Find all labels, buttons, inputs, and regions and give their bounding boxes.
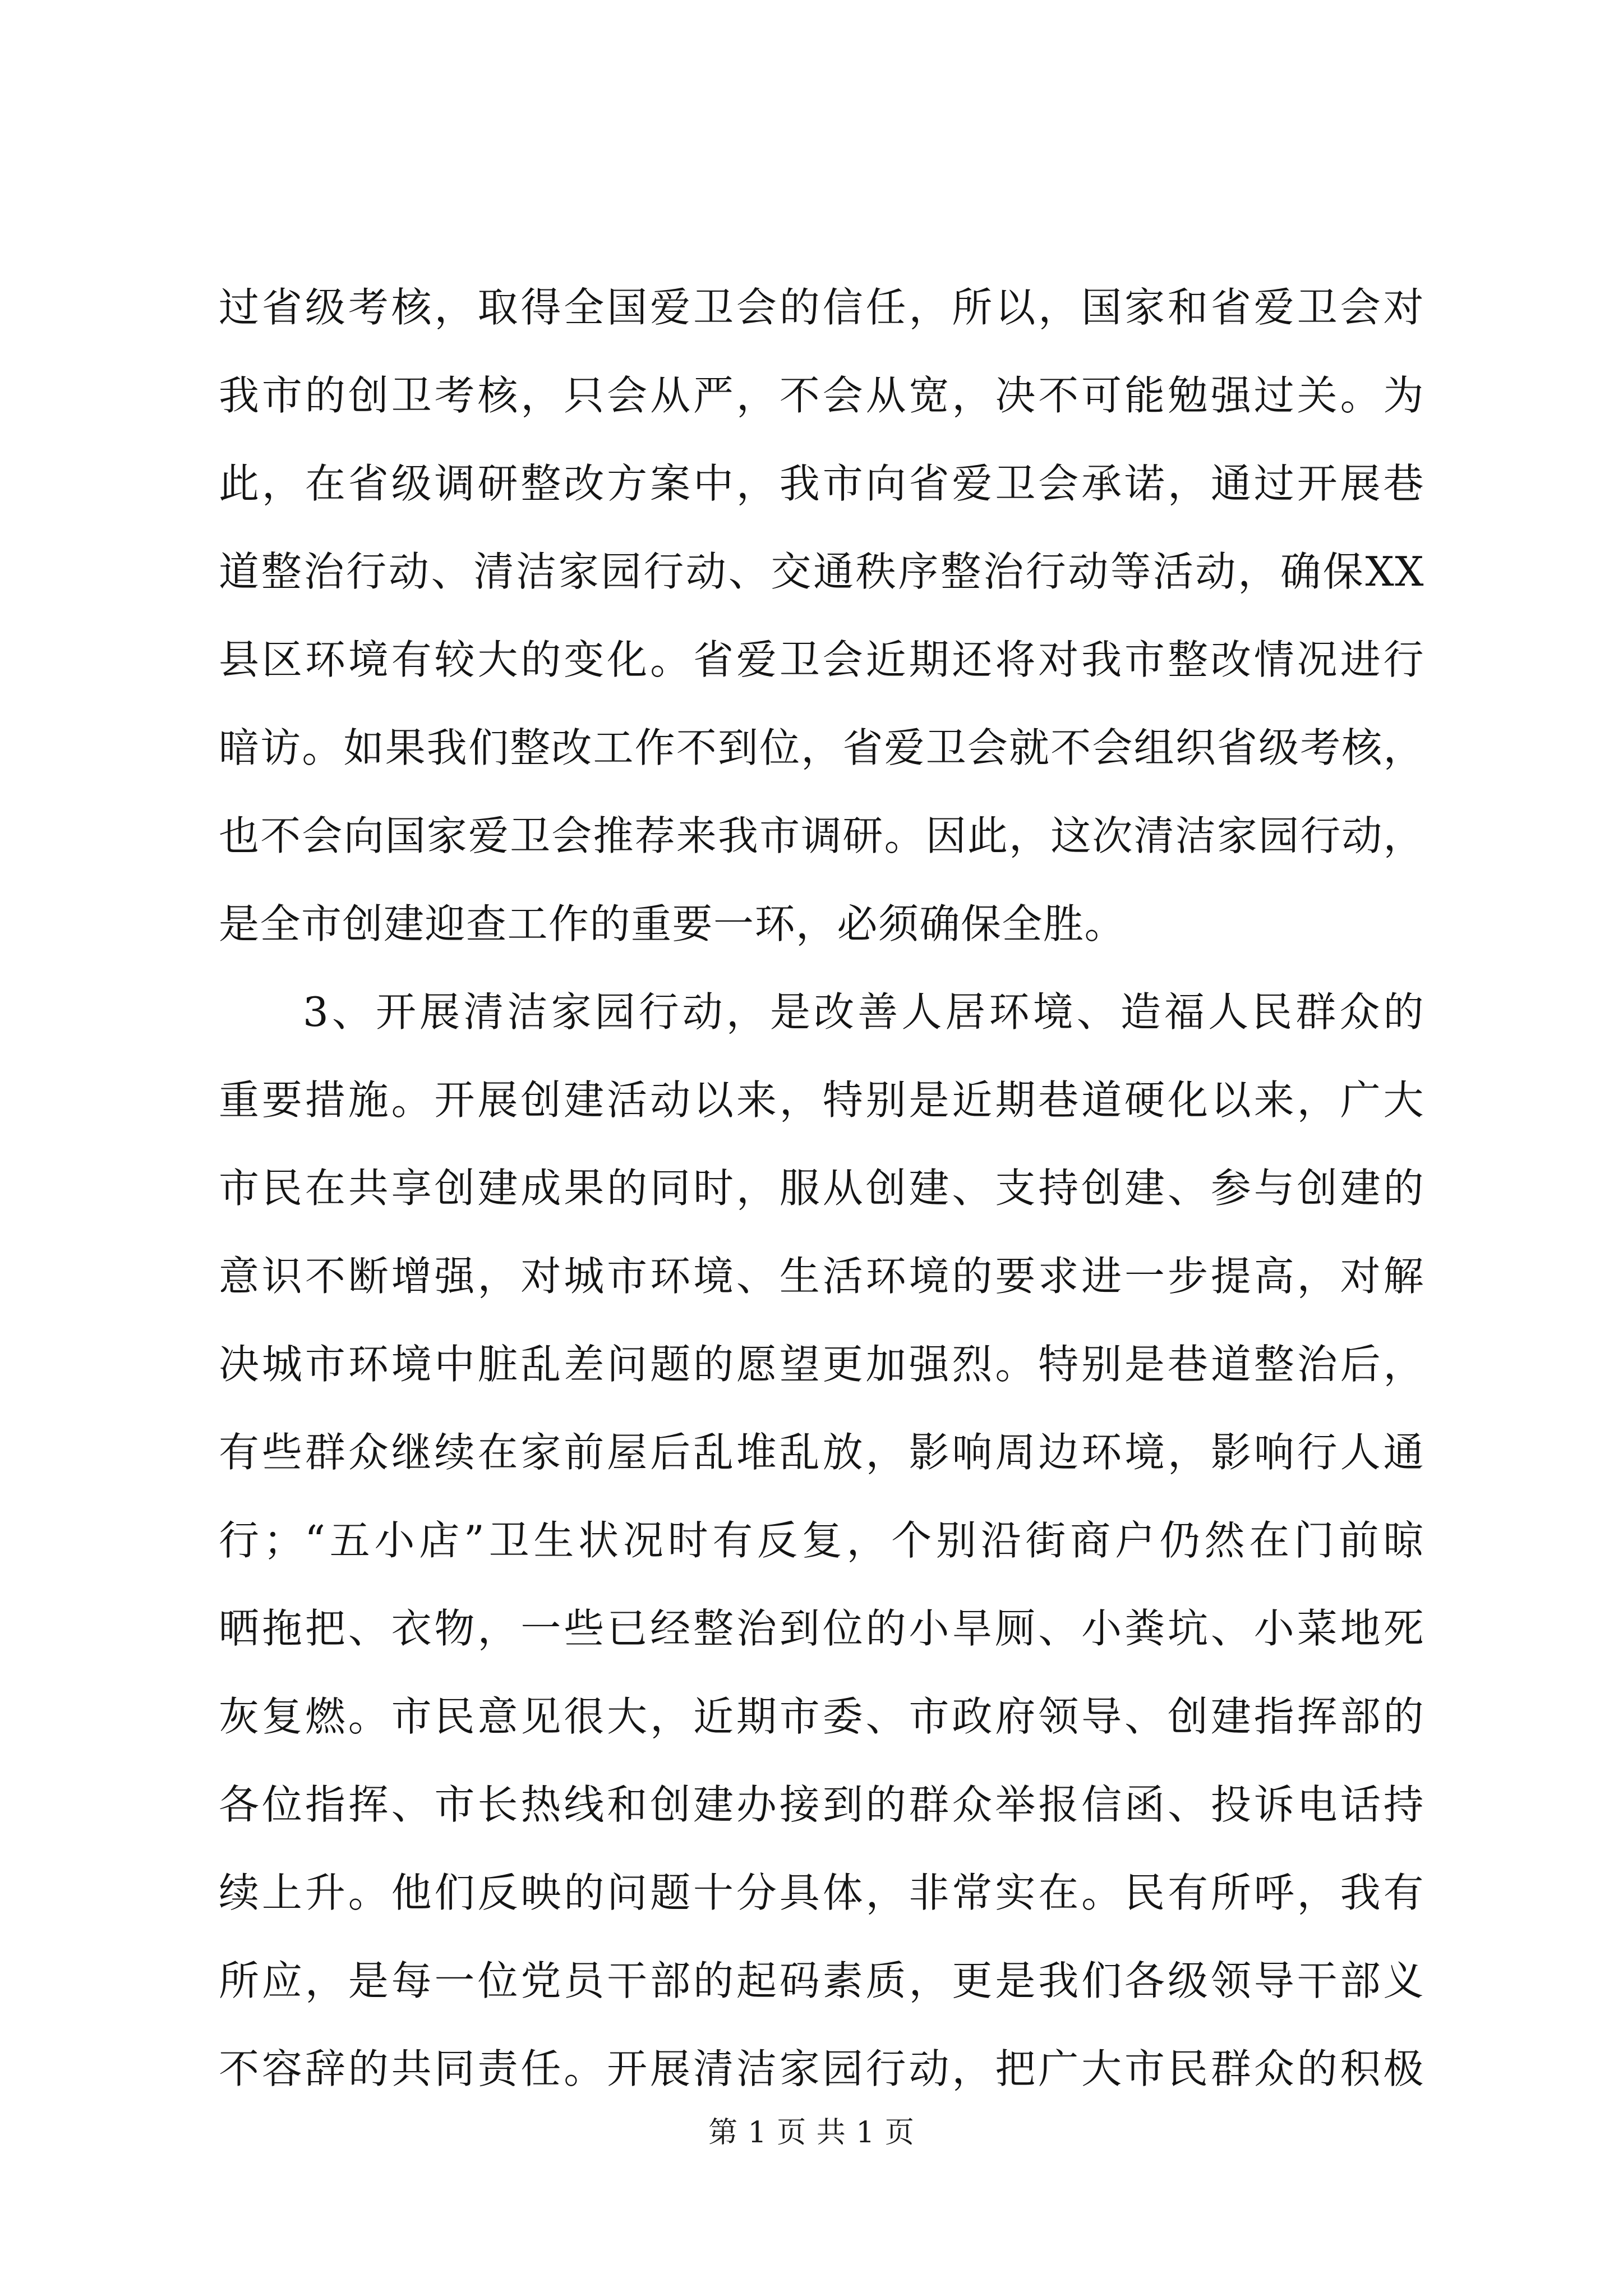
text-line: 重要措施。开展创建活动以来，特别是近期巷道硬化以来，广大 xyxy=(219,1076,1424,1124)
text-line: 是全市创建迎查工作的重要一环，必须确保全胜。 xyxy=(219,900,1126,947)
text-line: 市民在共享创建成果的同时，服从创建、支持创建、参与创建的 xyxy=(219,1165,1424,1212)
text-line: 有些群众继续在家前屋后乱堆乱放，影响周边环境，影响行人通 xyxy=(219,1429,1424,1476)
text-line: 各位指挥、市长热线和创建办接到的群众举报信函、投诉电话持 xyxy=(219,1781,1424,1828)
text-line: 此，在省级调研整改方案中，我市向省爱卫会承诺，通过开展巷 xyxy=(219,460,1424,507)
text-line: 3、开展清洁家园行动，是改善人居环境、造福人民群众的 xyxy=(303,988,1424,1036)
paragraph-1 xyxy=(219,264,1424,968)
page-footer xyxy=(0,2110,1623,2155)
text-line: 过省级考核，取得全国爱卫会的信任，所以，国家和省爱卫会对 xyxy=(219,284,1424,331)
text-line: 决城市环境中脏乱差问题的愿望更加强烈。特别是巷道整治后， xyxy=(219,1341,1424,1388)
text-line: 暗访。如果我们整改工作不到位，省爱卫会就不会组织省级考核， xyxy=(219,724,1424,771)
text-line: 晒拖把、衣物，一些已经整治到位的小旱厕、小粪坑、小菜地死 xyxy=(219,1605,1424,1652)
text-line: 行；“五小店”卫生状况时有反复，个别沿街商户仍然在门前晾 xyxy=(219,1517,1424,1564)
text-line: 县区环境有较大的变化。省爱卫会近期还将对我市整改情况进行 xyxy=(219,636,1424,683)
paragraph-2 xyxy=(219,968,1424,2113)
text-line: 意识不断增强，对城市环境、生活环境的要求进一步提高，对解 xyxy=(219,1253,1424,1300)
document-body xyxy=(219,264,1424,2113)
text-line: 灰复燃。市民意见很大，近期市委、市政府领导、创建指挥部的 xyxy=(219,1693,1424,1740)
text-line: 所应，是每一位党员干部的起码素质，更是我们各级领导干部义 xyxy=(219,1957,1424,2004)
text-line: 也不会向国家爱卫会推荐来我市调研。因此，这次清洁家园行动， xyxy=(219,812,1424,859)
text-line: 我市的创卫考核，只会从严，不会从宽，决不可能勉强过关。为 xyxy=(219,372,1424,419)
page-number-label: 第 1 页 共 1 页 xyxy=(708,2116,915,2150)
text-line: 续上升。他们反映的问题十分具体，非常实在。民有所呼，我有 xyxy=(219,1869,1424,1916)
text-line: 道整治行动、清洁家园行动、交通秩序整治行动等活动，确保XX xyxy=(219,548,1424,595)
text-line: 不容辞的共同责任。开展清洁家园行动，把广大市民群众的积极 xyxy=(219,2045,1424,2092)
